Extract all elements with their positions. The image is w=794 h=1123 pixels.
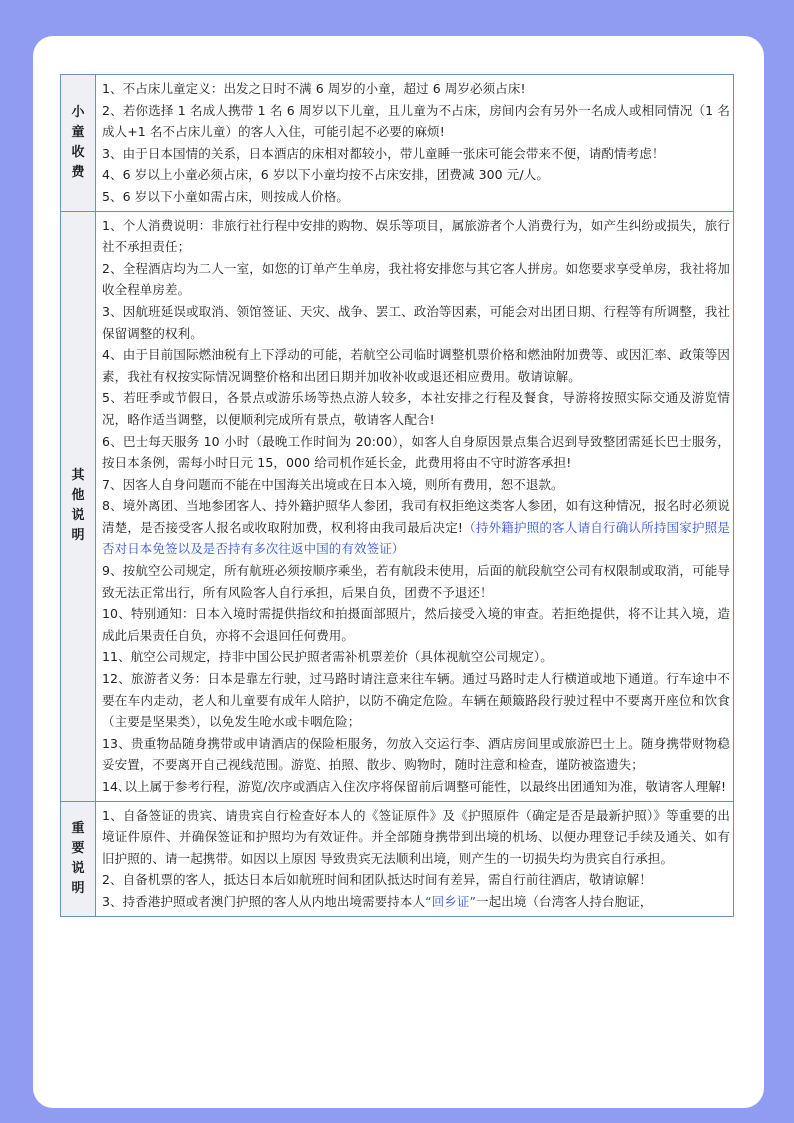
notes-table [60, 74, 734, 917]
section-row-important-notes [61, 801, 734, 916]
list-item: 1、自备签证的贵宾、请贵宾自行检查好本人的《签证原件》及《护照原件（确定是否是最新护照）》等重要的出境证件原件、并确保签证和护照均为有效证件。并全部随身携带到出境的机场、以便办理登记手续及通关、如有旧护照的、请一起携带。如因以上原因 导致贵宾无法顺利出境，则产生的一切损失均为贵宾自行承担。 [102, 807, 730, 866]
list-item: 2、全程酒店均为二人一室，如您的订单产生单房，我社将安排您与其它客人拼房。如您要求享受单房，我社将加收全程单房差。 [102, 260, 730, 298]
list-item: 1、不占床儿童定义：出发之日时不满 6 周岁的小童，超过 6 周岁必须占床! [102, 81, 526, 96]
list-item: 10、特别通知：日本入境时需提供指纹和拍摄面部照片，然后接受入境的审查。若拒绝提供，将不让其入境，造成此后果责任自负，亦将不会退回任何费用。 [102, 606, 730, 643]
list-item: 11、航空公司规定，持非中国公民护照者需补机票差价（具体视航空公司规定）。 [102, 649, 553, 665]
list-item [102, 891, 730, 913]
section-content [96, 211, 734, 801]
list-item: 9、按航空公司规定，所有航班必须按顺序乘坐，若有航段未使用，后面的航段航空公司有权限制或取消，可能导致无法正常出行，所有风险客人自行承担，后果自负，团费不予退还！ [102, 563, 730, 600]
list-item: 4、由于目前国际燃油税有上下浮动的可能，若航空公司临时调整机票价格和燃油附加费等、或因汇率、政策等因素，我社有权按实际情况调整价格和出团日期并加收补收或退还相应费用。敬请谅解。 [102, 347, 730, 384]
list-item: 4、6 岁以上小童必须占床，6 岁以下小童均按不占床安排，团费减 300 元/人。 [102, 167, 549, 183]
label-char: 要 [71, 840, 85, 856]
list-item: 5、若旺季或节假日，各景点或游乐场等热点游人较多，本社安排之行程及餐食，导游将按照实际交通及游览情况，略作适当调整，以便顺利完成所有景点，敬请客人配合! [102, 390, 730, 427]
list-item: 3、由于日本国情的关系，日本酒店的床相对都较小，带儿童睡一张床可能会带来不便，请酌情考虑！ [102, 145, 665, 161]
label-char: 明 [71, 880, 85, 896]
label-char: 童 [71, 124, 85, 140]
section-content [96, 75, 734, 212]
list-item: 12、旅游者义务：日本是靠左行驶，过马路时请注意来往车辆。通过马路时走人行横道或地下通道。行车途中不要在车内走动，老人和儿童要有成年人陪护，以防不确定危险。车辆在颠簸路段行驶过程中不要离开座位和饮食（主要是坚果类），以免发生呛水或卡咽危险； [102, 671, 730, 730]
label-char: 明 [71, 528, 85, 544]
item-text: 一起出境（台湾客人持台胞证， [476, 893, 653, 909]
list-item: 7、因客人自身问题而不能在中国海关出境或在日本入境，则所有费用，恕不退款。 [102, 476, 564, 492]
list-item: 1、个人消费说明：非旅行社行程中安排的购物、娱乐等项目，属旅游者个人消费行为，如产生纠纷或损失，旅行社不承担责任； [102, 217, 730, 255]
section-label [61, 801, 96, 916]
section-row-child-fee [61, 75, 734, 212]
list-item [102, 495, 730, 560]
label-char: 收 [71, 144, 85, 160]
list-item: 6、巴士每天服务 10 小时（最晚工作时间为 20:00），如客人自身原因景点集合迟到导致整团需延长巴士服务，按日本条例，需每小时日元 15，000 给司机作延长金，此费用将由不守时游客承担! [102, 433, 730, 471]
list-item: 2、若你选择 1 名成人携带 1 名 6 周岁以下儿童，且儿童为不占床，房间内会有另外一名成人或相同情况（1 名成人+1 名不占床儿童）的客人入住，可能引起不必要的麻烦! [102, 102, 730, 140]
item-highlight: “回乡证” [425, 893, 477, 909]
label-char: 他 [71, 488, 85, 504]
label-char: 重 [71, 820, 85, 836]
list-item: 14､以上属于参考行程，游览/次序或酒店入住次序将保留前后调整可能性，以最终出团通知为准，敬请客人理解! [102, 779, 727, 794]
list-item: 5、6 岁以下小童如需占床，则按成人价格。 [102, 188, 349, 204]
list-item: 13、贵重物品随身携带或申请酒店的保险柜服务，勿放入交运行李、酒店房间里或旅游巴士上。随身携带财物稳妥安置，不要离开自己视线范围。游览、拍照、散步、购物时，随时注意和检查，谨防被盗遗失； [102, 735, 730, 773]
section-label [61, 211, 96, 801]
label-char: 其 [71, 468, 85, 484]
list-item: 3、因航班延误或取消、领馆签证、天灾、战争、罢工、政治等因素，可能会对出团日期、行程等有所调整，我社保留调整的权利。 [102, 303, 730, 341]
item-text: 3、持香港护照或者澳门护照的客人从内地出境需要持本人 [102, 893, 426, 909]
label-char: 小 [71, 104, 85, 120]
list-item: 2、自备机票的客人，抵达日本后如航班时间和团队抵达时间有差异，需自行前往酒店，敬请谅解！ [102, 872, 652, 888]
label-char: 费 [71, 164, 85, 180]
item-highlight: （持外籍护照的客人请自行确认所持国家护照是否对日本免签以及是否持有多次往返中国的有效签证） [102, 519, 730, 557]
section-content [96, 801, 734, 916]
section-label [61, 75, 96, 212]
label-char: 说 [71, 860, 85, 876]
item-text: 8、境外离团、当地参团客人、持外籍护照华人参团，我司有权拒绝这类客人参团，如有这种情况，报名时必须说清楚，是否接受客人报名或收取附加费，权利将由我司最后决定! [102, 498, 730, 535]
label-char: 说 [71, 508, 85, 524]
section-row-other-notes [61, 211, 734, 801]
